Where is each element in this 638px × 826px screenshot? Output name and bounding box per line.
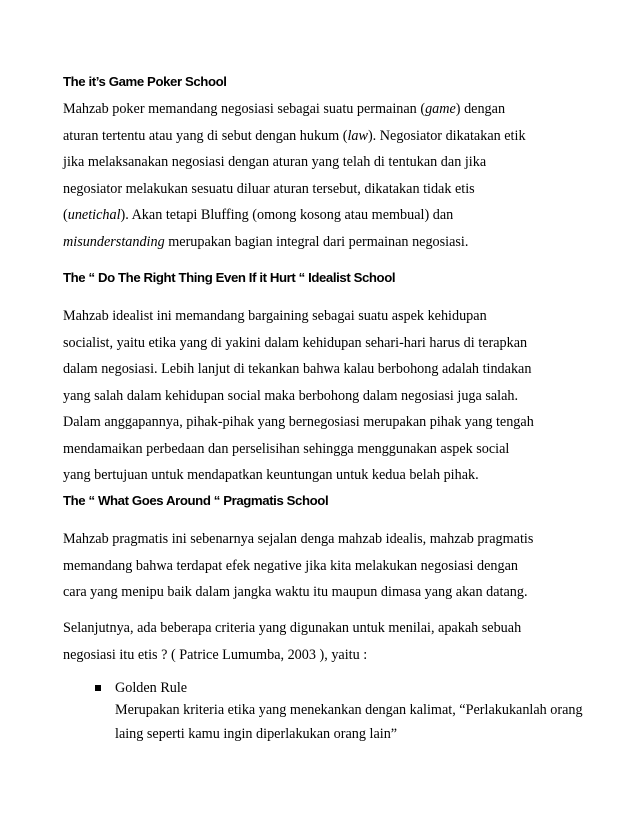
paragraph-line: (unetichal). Akan tetapi Bluffing (omong kosong atau membual) dan	[63, 207, 454, 223]
paragraph-idealist-school	[63, 303, 573, 489]
italic-term-game: game	[425, 101, 456, 117]
paragraph-line: Mahzab idealist ini memandang bargaining sebagai suatu aspek kehidupan	[63, 308, 487, 324]
paragraph-line: negosiator melakukan sesuatu diluar aturan tersebut, dikatakan tidak etis	[63, 180, 475, 197]
section-heading-idealist-school: The “ Do The Right Thing Even If it Hurt “ Idealist School	[63, 270, 396, 285]
bullet-title: Golden Rule	[115, 680, 188, 696]
italic-term-unetichal: unetichal	[67, 207, 121, 223]
paragraph-line: socialist, yaitu etika yang di yakini dalam kehidupan sehari-hari harus di terapkan	[63, 334, 528, 351]
paragraph-line: misunderstanding merupakan bagian integral dari permainan negosiasi.	[63, 233, 469, 250]
paragraph-line: memandang bahwa terdapat efek negative jika kita melakukan negosiasi dengan	[63, 557, 519, 574]
section-heading-pragmatis-school: The “ What Goes Around “ Pragmatis School	[63, 493, 329, 508]
paragraph-line: yang bertujuan untuk mendapatkan keuntungan untuk kedua belah pihak.	[63, 467, 479, 483]
paragraph-line: Mahzab pragmatis ini sebenarnya sejalan denga mahzab idealis, mahzab pragmatis	[63, 531, 534, 547]
paragraph-line: cara yang menipu baik dalam jangka waktu itu maupun dimasa yang akan datang.	[63, 584, 528, 600]
paragraph-line: jika melaksanakan negosiasi dengan aturan yang telah di tentukan dan jika	[63, 154, 487, 170]
italic-term-law: law	[347, 127, 368, 144]
section-heading-poker-school: The it’s Game Poker School	[63, 74, 227, 89]
paragraph-pragmatis-school	[63, 526, 573, 606]
paragraph-line: aturan tertentu atau yang di sebut dengan hukum (law). Negosiator dikatakan etik	[63, 127, 526, 144]
italic-term-misunderstanding: misunderstanding	[63, 233, 165, 250]
square-bullet-icon	[95, 685, 101, 691]
paragraph-line: Selanjutnya, ada beberapa criteria yang digunakan untuk menilai, apakah sebuah	[63, 620, 522, 636]
paragraph-line: Dalam anggapannya, pihak-pihak yang bernegosiasi merupakan pihak yang tengah	[63, 414, 534, 430]
paragraph-line: negosiasi itu etis ? ( Patrice Lumumba, 2003 ), yaitu :	[63, 646, 368, 663]
paragraph-line: Mahzab poker memandang negosiasi sebagai suatu permainan (game) dengan	[63, 101, 506, 117]
paragraph-line: yang salah dalam kehidupan social maka berbohong dalam negosiasi juga salah.	[63, 387, 519, 404]
bullet-item-golden-rule	[115, 678, 585, 746]
paragraph-poker-school	[63, 96, 573, 255]
paragraph-line: dalam negosiasi. Lebih lanjut di tekankan bahwa kalau berbohong adalah tindakan	[63, 361, 532, 377]
bullet-description: Merupakan kriteria etika yang menekankan dengan kalimat, “Perlakukanlah orang laing seperti kamu ingin diperlakukan orang lain”	[115, 702, 583, 742]
paragraph-criteria-intro	[63, 615, 573, 668]
paragraph-line: mendamaikan perbedaan dan perselisihan sehingga menggunakan aspek social	[63, 440, 510, 457]
